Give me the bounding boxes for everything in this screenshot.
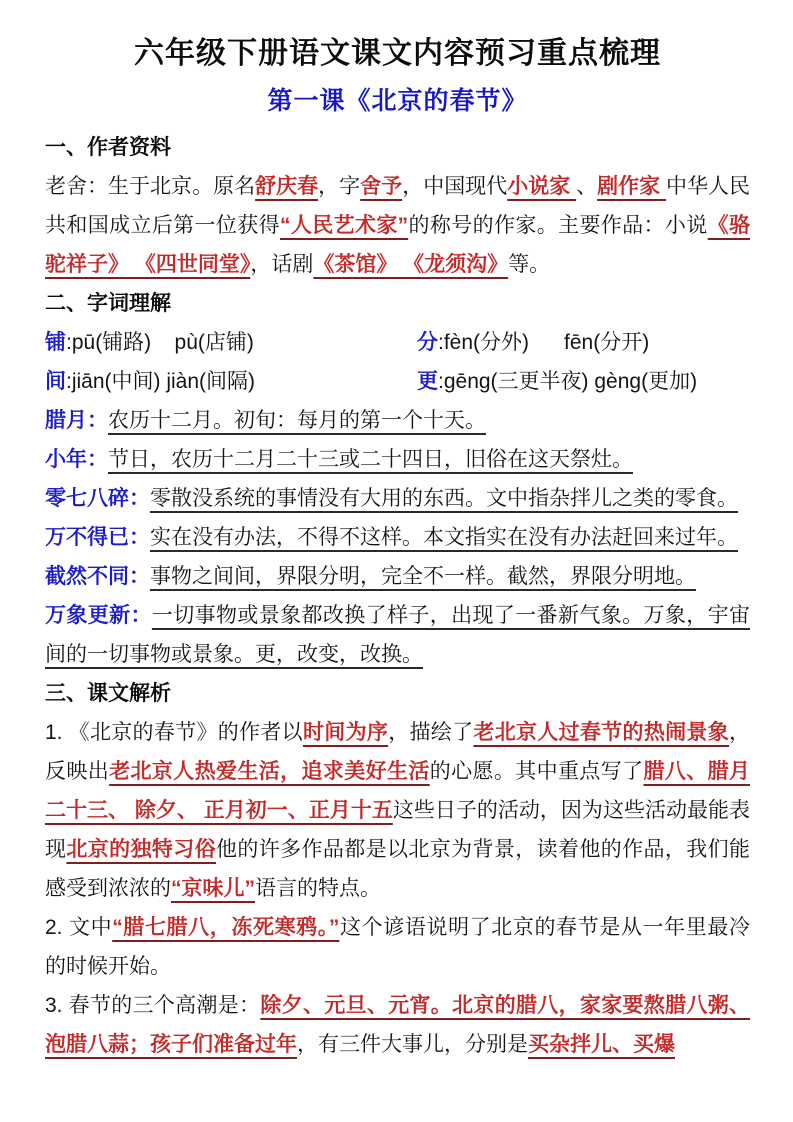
analysis-item-3 (45, 986, 750, 1064)
text-segment: 2. 文中 (45, 916, 113, 939)
text-segment: ，话剧 (250, 253, 314, 276)
text-segment: 万不得已： (45, 526, 150, 549)
text-segment: 除夕、元旦、元宵。北京的腊八，家家要熬腊八粥、泡腊八蒜；孩子们准备过年 (45, 994, 751, 1056)
section-heading-author-info: 一、作者资料 (45, 136, 171, 159)
text-segment: 截然不同： (45, 565, 150, 588)
definition-layue (45, 401, 750, 440)
text-segment: 小说家 (507, 175, 577, 198)
text-segment: 铺 (45, 331, 66, 354)
pinyin-entry-geng (417, 362, 750, 401)
pinyin-entry-pu (45, 323, 417, 362)
text-segment: 的称号的作家。主要作品：小说 (408, 214, 708, 237)
text-segment: ，有三件大事儿，分别是 (297, 1033, 528, 1056)
section-heading-text-analysis: 三、课文解析 (45, 682, 171, 705)
text-segment: :jiān(中间) jiàn(间隔) (66, 370, 256, 393)
author-info-paragraph (45, 167, 750, 284)
text-segment: 老北京人热爱生活，追求美好生活 (109, 760, 430, 783)
text-segment: 舒庆春 (255, 175, 319, 198)
text-segment: 腊八、腊月二十三、 除夕、 正月初一、正月十五 (45, 760, 750, 822)
text-segment: 的心愿。其中重点写了 (429, 760, 644, 783)
section-heading-word-study: 二、字词理解 (45, 292, 171, 315)
text-segment: “京味儿” (171, 877, 255, 900)
text-segment: 《骆驼祥子》 《四世同堂》 (45, 214, 751, 276)
text-segment: :pū(铺路) pù(店铺) (66, 331, 254, 354)
text-segment: 北京的独特习俗 (66, 838, 216, 861)
text-segment: 、 (576, 175, 598, 198)
text-segment: 更 (417, 370, 438, 393)
text-segment: ，中国现代 (402, 175, 508, 198)
analysis-item-2 (45, 908, 750, 986)
definition-wanxianggengxin (45, 596, 750, 674)
pinyin-entry-fen (417, 323, 750, 362)
text-segment: 1. 《北京的春节》的作者以 (45, 721, 303, 744)
text-segment: 时间为序 (302, 721, 389, 744)
text-segment: 《茶馆》 《龙须沟》 (313, 253, 509, 276)
text-segment: ，描绘了 (388, 721, 474, 744)
analysis-item-1 (45, 713, 750, 908)
definition-xiaonian (45, 440, 750, 479)
text-segment: 分 (417, 331, 438, 354)
text-segment: 语言的特点。 (255, 877, 381, 900)
text-segment: 舍予 (360, 175, 403, 198)
text-segment: 节日，农历十二月二十三或二十四日，旧俗在这天祭灶。 (108, 448, 633, 471)
text-segment: ，反映出 (45, 721, 751, 783)
pinyin-table (45, 323, 750, 401)
text-segment: 中华人民共和国成立后第一位获得 (45, 175, 751, 237)
text-segment: 腊月： (45, 409, 108, 432)
text-segment: 买杂拌儿、买爆 (528, 1033, 675, 1056)
text-segment: 老舍：生于北京。原名 (45, 175, 256, 198)
text-segment: 剧作家 (597, 175, 666, 198)
definition-jieranbutong (45, 557, 750, 596)
text-segment: 农历十二月。初旬：每月的第一个十天。 (108, 409, 486, 432)
text-segment: 老北京人过春节的热闹景象 (473, 721, 730, 744)
page-title: 六年级下册语文课文内容预习重点梳理 (134, 37, 661, 70)
text-segment: 一切事物或景象都改换了样子，出现了一番新气象。万象，宇宙间的一切事物或景象。更，改变，改换。 (45, 604, 750, 666)
text-segment: ，字 (318, 175, 361, 198)
pinyin-entry-jian (45, 362, 417, 401)
text-segment: 实在没有办法，不得不这样。本文指实在没有办法赶回来过年。 (150, 526, 738, 549)
text-segment: 零散没系统的事情没有大用的东西。文中指杂拌儿之类的零食。 (150, 487, 738, 510)
text-segment: 零七八碎： (45, 487, 150, 510)
text-segment: 这个谚语说明了北京的春节是从一年里最冷的时候开始。 (45, 916, 751, 978)
text-segment: 这些日子的活动，因为这些活动最能表现 (45, 799, 750, 861)
lesson-subtitle: 第一课《北京的春节》 (267, 87, 528, 115)
definition-wanbudeyi (45, 518, 750, 557)
text-segment: “腊七腊八，冻死寒鸦。” (112, 916, 340, 939)
text-segment: 他的许多作品都是以北京为背景，读着他的作品，我们能感受到浓浓的 (45, 838, 750, 900)
text-segment: 万象更新： (45, 604, 152, 627)
text-segment: “人民艺术家” (280, 214, 409, 237)
text-segment: :gēng(三更半夜) gèng(更加) (438, 370, 698, 393)
text-segment: 等。 (508, 253, 551, 276)
text-segment: 3. 春节的三个高潮是： (45, 994, 261, 1017)
text-segment: 事物之间间，界限分明，完全不一样。截然，界限分明地。 (150, 565, 696, 588)
text-segment: 间 (45, 370, 66, 393)
definition-lingqibasui (45, 479, 750, 518)
text-segment: 小年： (45, 448, 108, 471)
text-segment: :fèn(分外) fēn(分开) (438, 331, 650, 354)
